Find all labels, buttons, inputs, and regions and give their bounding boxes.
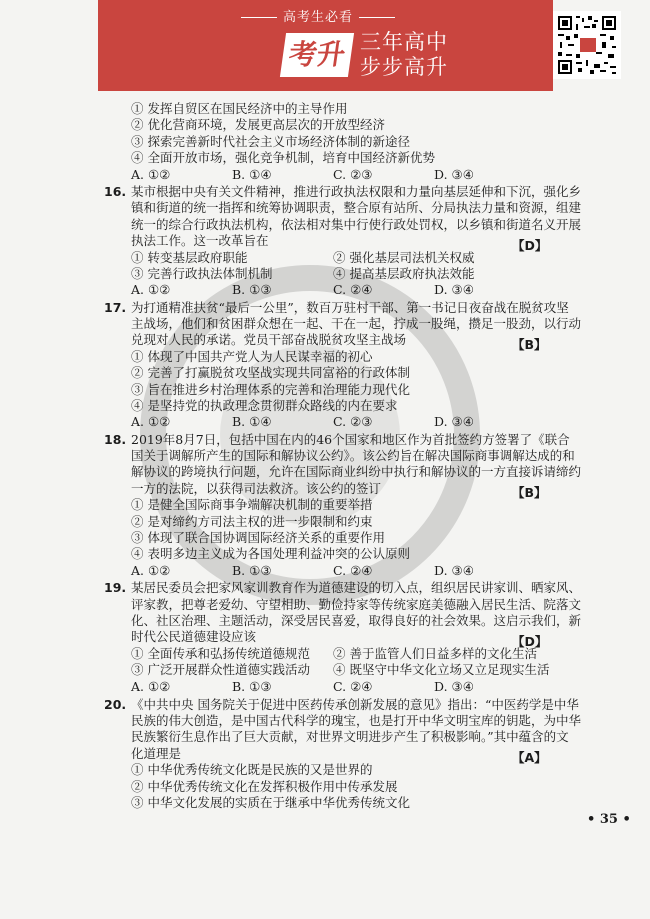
- q15-choice-b: B. ①④: [232, 166, 272, 182]
- q16-stem-line-3: 统一的综合行政执法机构，依法相对集中行使行政处罚权，以乡镇和街道名义开展: [131, 216, 582, 232]
- q16-choice-c: C. ②④: [333, 282, 373, 298]
- q18-option-1: ① 是健全国际商事争端解决机制的重要举措: [131, 497, 373, 513]
- q16-choice-b: B. ①③: [232, 282, 272, 298]
- q19-answer: 【D】: [512, 633, 548, 649]
- q16-option-3: ③ 完善行政执法体制机制: [131, 265, 273, 281]
- q15-option-3: ③ 探索完善新时代社会主义市场经济体制的新途径: [131, 133, 410, 149]
- q20-option-3: ③ 中华文化发展的实质在于继承中华优秀传统文化: [131, 795, 410, 810]
- q16-stem-line-4: 执法工作。这一改革旨在: [131, 233, 269, 249]
- q15-choice-a: A. ①②: [131, 166, 171, 182]
- q15-choice-d: D. ③④: [434, 166, 474, 182]
- q19-option-3: ③ 广泛开展群众性道德实践活动: [131, 662, 310, 678]
- q17-option-3: ③ 旨在推进乡村治理体系的完善和治理能力现代化: [131, 381, 410, 397]
- q16-stem-line-1: 某市根据中央有关文件精神，推进行政执法权限和力量向基层延伸和下沉，强化乡: [131, 183, 582, 199]
- q17-option-2: ② 完善了打赢脱贫攻坚战实现共同富裕的行政体制: [131, 365, 410, 381]
- q18-option-3: ③ 体现了联合国协调国际经济关系的重要作用: [131, 530, 385, 545]
- q20-stem-line-3: 民族繁衍生息作出了巨大贡献，对世界文明进步产生了积极影响。”其中蕴含的文: [131, 729, 569, 745]
- q20-number: 20.: [104, 696, 127, 712]
- q16-choice-d: D. ③④: [434, 282, 474, 298]
- q17-option-4: ④ 是坚持党的执政理念贯彻群众路线的内在要求: [131, 397, 398, 413]
- q15-option-1: ① 发挥自贸区在国民经济中的主导作用: [131, 101, 348, 116]
- q18-number: 18.: [104, 431, 127, 447]
- q19-stem-line-2: 评家教，把尊老爱幼、守望相助、勤俭持家等传统家庭美德融入居民生活、院落文: [131, 596, 582, 612]
- q19-stem-line-1: 某居民委员会把家风家训教育作为道德建设的切入点，组织居民讲家训、晒家风、: [131, 580, 582, 596]
- page-number: • 35 •: [587, 812, 631, 827]
- q18-choice-b: B. ①③: [232, 562, 272, 578]
- q19-choice-a: A. ①②: [131, 678, 171, 694]
- q20-stem-line-4: 化道理是: [131, 745, 182, 761]
- q19-option-1: ① 全面传承和弘扬传统道德规范: [131, 645, 310, 661]
- q17-number: 17.: [104, 299, 127, 315]
- q19-stem-line-4: 时代公民道德建设应该: [131, 629, 257, 645]
- q18-stem-line-1: 2019年8月7日，包括中国在内的46个国家和地区作为首批签约方签署了《联合: [131, 431, 570, 447]
- q16-answer: 【D】: [512, 237, 548, 253]
- banner-tag-text: 高考生必看: [282, 10, 353, 25]
- q17-choice-b: B. ①④: [232, 414, 272, 430]
- q17-choice-a: A. ①②: [131, 414, 171, 430]
- slogan-line-2: 步步高升: [360, 55, 448, 79]
- q16-stem-line-2: 镇和街道的统一指挥和统筹协调职责，整合原有站所、分局执法力量和资源，组建: [131, 200, 582, 216]
- q19-number: 19.: [104, 580, 127, 596]
- q18-choice-d: D. ③④: [434, 562, 474, 578]
- q18-choice-a: A. ①②: [131, 562, 171, 578]
- q18-stem-line-2: 国关于调解所产生的国际和解协议公约》。该公约旨在解决国际商事调解达成的和: [131, 448, 575, 463]
- q20-option-2: ② 中华优秀传统文化在发挥积极作用中传承发展: [131, 778, 398, 794]
- q17-choice-c: C. ②③: [333, 414, 373, 430]
- brand-logo: 考升: [280, 33, 354, 77]
- q16-option-1: ① 转变基层政府职能: [131, 249, 248, 265]
- q16-option-4: ④ 提高基层政府执法效能: [333, 265, 475, 281]
- q18-stem-line-3: 解协议的跨境执行问题，允许在国际商业纠纷中执行和解协议的一方直接诉请缔约: [131, 464, 582, 480]
- q20-option-1: ① 中华优秀传统文化既是民族的又是世界的: [131, 762, 373, 778]
- slogan-line-1: 三年高中: [360, 30, 448, 54]
- q16-option-2: ② 强化基层司法机关权威: [333, 249, 475, 265]
- q18-stem-line-4: 一方的法院，以获得司法救济。该公约的签订: [131, 480, 382, 496]
- q16-choice-a: A. ①②: [131, 282, 171, 298]
- q18-option-4: ④ 表明多边主义成为各国处理利益冲突的公认原则: [131, 546, 410, 562]
- q15-option-2: ② 优化营商环境，发展更高层次的开放型经济: [131, 117, 385, 133]
- q15-option-4: ④ 全面开放市场，强化竞争机制，培育中国经济新优势: [131, 150, 435, 166]
- q17-choice-d: D. ③④: [434, 414, 474, 430]
- q19-option-2: ② 善于监管人们日益多样的文化生活: [333, 645, 537, 661]
- q20-stem-line-2: 民族的伟大创造，是中国古代科学的瑰宝，也是打开中华文明宝库的钥匙，为中华: [131, 713, 582, 728]
- q19-choice-b: B. ①③: [232, 678, 272, 694]
- q20-stem-line-1: 《中共中央 国务院关于促进中医药传承创新发展的意见》指出：“中医药学是中华: [131, 696, 579, 712]
- q18-option-2: ② 是对缔约方司法主权的进一步限制和约束: [131, 513, 373, 529]
- q19-option-4: ④ 既坚守中华文化立场又立足现实生活: [333, 662, 550, 678]
- q16-number: 16.: [104, 183, 127, 199]
- q15-choice-c: C. ②③: [333, 166, 373, 182]
- q18-answer: 【B】: [512, 485, 547, 501]
- q19-stem-line-3: 化、社区治理、主题活动，深受居民喜爱，取得良好的社会效果。这启示我们，新: [131, 612, 582, 628]
- q17-answer: 【B】: [512, 336, 547, 352]
- q20-answer: 【A】: [512, 750, 547, 766]
- q18-choice-c: C. ②④: [333, 562, 373, 578]
- q17-stem-line-1: 为打通精准扶贫“最后一公里”，数百万驻村干部、第一书记日夜奋战在脱贫攻坚: [131, 299, 569, 315]
- q19-choice-d: D. ③④: [434, 678, 474, 694]
- q17-option-1: ① 体现了中国共产党人为人民谋幸福的初心: [131, 348, 373, 364]
- q17-stem-line-2: 主战场，他们和贫困群众想在一起、干在一起，拧成一股绳，攒足一股劲，以行动: [131, 315, 582, 331]
- q17-stem-line-3: 兑现对人民的承诺。党员干部奋战脱贫攻坚主战场: [131, 332, 407, 348]
- q19-choice-c: C. ②④: [333, 678, 373, 694]
